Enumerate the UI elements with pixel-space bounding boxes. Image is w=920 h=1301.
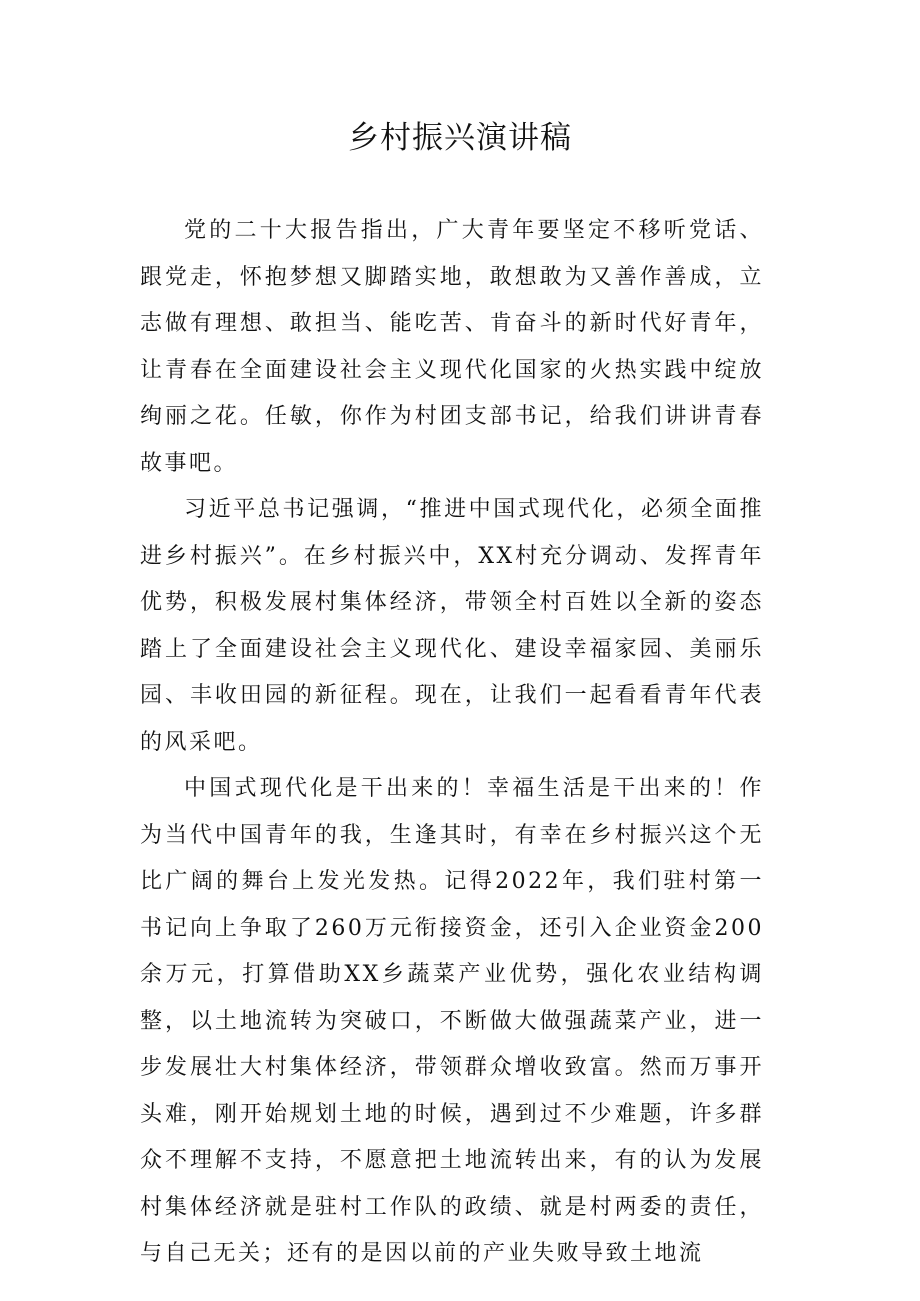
paragraph: 党的二十大报告指出，广大青年要坚定不移听党话、跟党走，怀抱梦想又脚踏实地，敢想敢为又善作善成，立志做有理想、敢担当、能吃苦、肯奋斗的新时代好青年，让青春在全面建设社会主义现代化国家的火热实践中绽放绚丽之花。任敏，你作为村团支部书记，给我们讲讲青春故事吧。 — [140, 218, 764, 476]
paragraph: 中国式现代化是干出来的！幸福生活是干出来的！作为当代中国青年的我，生逢其时，有幸在乡村振兴这个无比广阔的舞台上发光发热。记得2022年，我们驻村第一书记向上争取了260万元衔接资金，还引入企业资金200余万元，打算借助XX乡蔬菜产业优势，强化农业结构调整，以土地流转为突破口，不断做大做强蔬菜产业，进一步发展壮大村集体经济，带领群众增收致富。然而万事开头难，刚开始规划土地的时候，遇到过不少难题，许多群众不理解不支持，不愿意把土地流转出来，有的认为发展村集体经济就是驻村工作队的政绩、就是村两委的责任，与自己无关；还有的是因以前的产业失败导致土地流 — [140, 776, 764, 1266]
document-body — [140, 208, 764, 1278]
paragraph: 习近平总书记强调，“推进中国式现代化，必须全面推进乡村振兴”。在乡村振兴中，XX村充分调动、发挥青年优势，积极发展村集体经济，带领全村百姓以全新的姿态踏上了全面建设社会主义现代化、建设幸福家园、美丽乐园、丰收田园的新征程。现在，让我们一起看看青年代表的风采吧。 — [140, 497, 764, 755]
document-title: 乡村振兴演讲稿 — [348, 120, 572, 156]
